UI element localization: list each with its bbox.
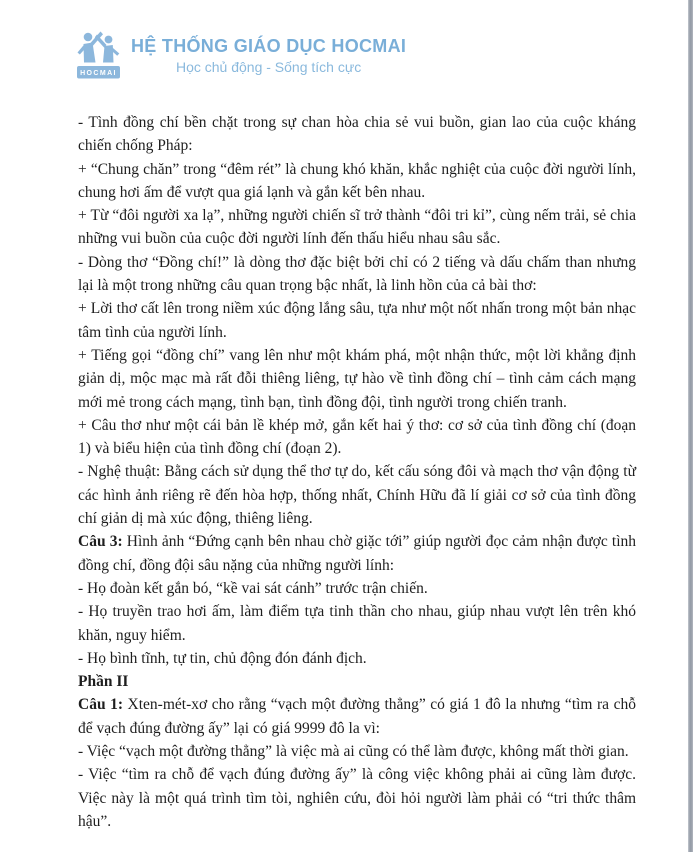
paragraph bbox=[78, 460, 636, 530]
paragraph bbox=[78, 647, 636, 670]
paragraph-text: + Tiếng gọi “đồng chí” vang lên như một khám phá, một nhận thức, một lời khẳng định giản dị, mộc mạc mà rất đỗi thiêng liêng, tự hào về tình đồng chí – tình cảm cách mạng mới mẻ trong cách mạng, tình bạn, tình đồng đội, tình người trong chiến tranh. bbox=[78, 346, 636, 411]
paragraph bbox=[78, 251, 636, 298]
paragraph-lead: Câu 1: bbox=[78, 696, 124, 714]
logo-box-text: HOCMAI bbox=[80, 70, 117, 77]
paragraph-text: + Câu thơ như một cái bản lề khép mở, gắn kết hai ý thơ: cơ sở của tình đồng chí (đoạn 1) và biểu hiện của tình đồng chí (đoạn 2). bbox=[78, 416, 636, 458]
section-heading bbox=[78, 670, 636, 693]
paragraph-text: - Họ truyền trao hơi ấm, làm điểm tựa tinh thần cho nhau, giúp nhau vượt lên trên khó khăn, nguy hiểm. bbox=[78, 603, 636, 644]
paragraph bbox=[78, 297, 636, 344]
hocmai-logo bbox=[76, 28, 406, 82]
paragraph bbox=[78, 600, 636, 647]
paragraph-text: - Việc “tìm ra chỗ để vạch đúng đường ấy” là công việc không phải ai cũng làm được. Việc này là một quá trình tìm tòi, nghiên cứu, đòi hỏi người làm phải có “tri thức thâm hậu”. bbox=[78, 766, 636, 830]
paragraph-text: Xten-mét-xơ cho rằng “vạch một đường thẳng” có giá 1 đô la nhưng “tìm ra chỗ để vạch đúng đường ấy” lại có giá 9999 đô la vì: bbox=[78, 696, 636, 737]
paragraph bbox=[78, 740, 636, 763]
paragraph-text: + Lời thơ cất lên trong niềm xúc động lắng sâu, tựa như một nốt nhấn trong một bản nhạc tâm tình của người lính. bbox=[78, 300, 636, 341]
paragraph-lead: Phần II bbox=[78, 673, 129, 691]
paragraph-text: - Việc “vạch một đường thẳng” là việc mà ai cũng có thể làm được, không mất thời gian. bbox=[78, 743, 629, 761]
paragraph bbox=[78, 763, 636, 833]
hocmai-logo-icon bbox=[76, 28, 121, 82]
paragraph-text: - Họ bình tĩnh, tự tin, chủ động đón đánh địch. bbox=[78, 649, 367, 667]
paragraph bbox=[78, 111, 636, 158]
logo-tagline: Học chủ động - Sống tích cực bbox=[175, 58, 362, 75]
paragraph bbox=[78, 344, 636, 414]
paragraph bbox=[78, 577, 636, 600]
document-body bbox=[78, 111, 636, 833]
paragraph bbox=[78, 414, 636, 461]
logo-title: HỆ THỐNG GIÁO DỤC HOCMAI bbox=[131, 35, 407, 56]
page-edge-divider bbox=[688, 0, 693, 852]
paragraph bbox=[78, 693, 636, 740]
paragraph bbox=[78, 158, 636, 205]
paragraph bbox=[78, 204, 636, 251]
paragraph-text: + “Chung chăn” trong “đêm rét” là chung khó khăn, khắc nghiệt của cuộc đời người lính, chung hơi ấm để vượt qua giá lạnh và gắn kết bên nhau. bbox=[78, 160, 636, 201]
logo-text-block bbox=[131, 36, 406, 75]
paragraph-text: Hình ảnh “Đứng cạnh bên nhau chờ giặc tới” giúp người đọc cảm nhận được tình đồng chí, đồng đội sâu nặng của những người lính: bbox=[78, 533, 636, 574]
paragraph-text: - Tình đồng chí bền chặt trong sự chan hòa chia sẻ vui buồn, gian lao của cuộc kháng chiến chống Pháp: bbox=[78, 114, 636, 155]
paragraph bbox=[78, 530, 636, 577]
paragraph-text: - Nghệ thuật: Bằng cách sử dụng thể thơ tự do, kết cấu sóng đôi và mạch thơ vận động từ các hình ảnh riêng rẽ đến hòa hợp, thống nhất, Chính Hữu đã lí giải cơ sở của tình đồng chí giản dị mà xúc động, thiêng liêng. bbox=[78, 463, 636, 528]
paragraph-text: - Họ đoàn kết gắn bó, “kề vai sát cánh” trước trận chiến. bbox=[78, 579, 428, 597]
paragraph-lead: Câu 3: bbox=[78, 533, 123, 551]
paragraph-text: + Từ “đôi người xa lạ”, những người chiến sĩ trở thành “đôi tri kỉ”, cùng nếm trải, sẻ chia những vui buồn của cuộc đời người lính đến thấu hiểu nhau sâu sắc. bbox=[78, 207, 636, 248]
paragraph-text: - Dòng thơ “Đồng chí!” là dòng thơ đặc biệt bởi chỉ có 2 tiếng và dấu chấm than nhưng lại là một trong những câu quan trọng bậc nhất, là linh hồn của cả bài thơ: bbox=[78, 253, 636, 295]
